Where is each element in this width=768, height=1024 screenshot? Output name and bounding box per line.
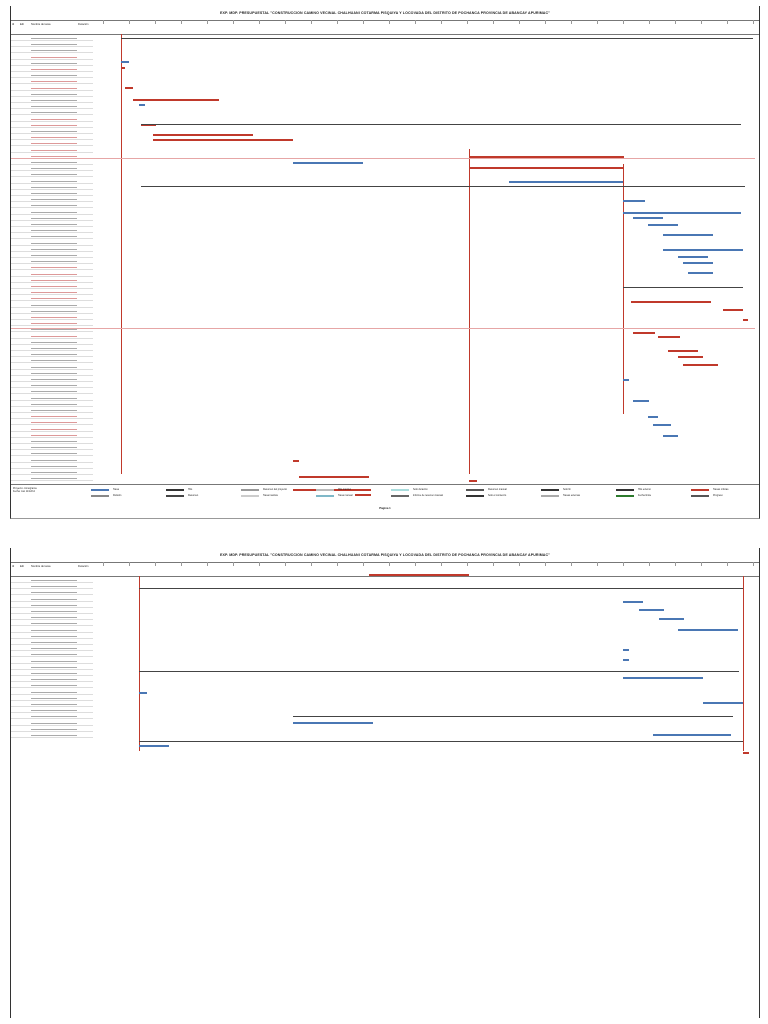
task-name-line <box>31 341 77 343</box>
col-edt-header: Edt <box>20 23 24 26</box>
task-bar <box>509 181 623 183</box>
task-name-line <box>31 37 77 39</box>
task-bar <box>639 609 664 611</box>
task-name-line <box>31 421 77 423</box>
task-name-line <box>31 328 77 330</box>
legend-swatch <box>616 489 634 491</box>
task-bar <box>469 480 477 482</box>
timescale-tick <box>311 20 312 24</box>
legend-swatch <box>241 489 259 491</box>
task-name-line <box>31 672 77 674</box>
task-bar <box>623 677 703 679</box>
task-name-line <box>31 198 77 200</box>
task-bar <box>121 67 125 69</box>
task-name-line <box>31 136 77 138</box>
row-highlight-line <box>11 328 755 329</box>
timescale-tick <box>727 562 728 566</box>
timescale-tick <box>207 562 208 566</box>
task-bar <box>683 364 718 366</box>
task-name-line <box>31 99 77 101</box>
timescale-tick <box>129 20 130 24</box>
legend-label: Informe de resumen manual <box>413 494 443 497</box>
task-bar <box>663 435 678 437</box>
legend-label: Resumen <box>188 494 199 497</box>
legend-label: Hito externo <box>638 488 651 491</box>
legend-swatch <box>166 489 184 491</box>
task-bar <box>293 460 299 462</box>
table-header <box>11 20 759 35</box>
timescale-tick <box>623 562 624 566</box>
task-bar <box>139 741 743 742</box>
timescale-tick <box>519 562 520 566</box>
legend-swatch <box>91 495 109 497</box>
task-name-line <box>31 697 77 699</box>
timescale-tick <box>545 20 546 24</box>
task-name-line <box>31 647 77 649</box>
task-name-line <box>31 428 77 430</box>
task-name-line <box>31 403 77 405</box>
task-bar <box>293 716 733 717</box>
task-bar <box>139 745 169 747</box>
legend-swatch <box>691 489 709 491</box>
task-name-line <box>31 111 77 113</box>
timescale-tick <box>363 562 364 566</box>
task-name-line <box>31 604 77 606</box>
timescale-tick <box>285 562 286 566</box>
task-name-line <box>31 142 77 144</box>
legend-label: Progreso <box>713 494 723 497</box>
task-name-line <box>31 180 77 182</box>
col-edt-header-2: Edt <box>20 565 24 568</box>
task-name-line <box>31 56 77 58</box>
task-bar <box>623 212 741 214</box>
task-bar <box>139 671 739 672</box>
task-name-line <box>31 248 77 250</box>
task-name-line <box>31 130 77 132</box>
timescale-tick <box>103 20 104 24</box>
task-name-line <box>31 316 77 318</box>
timescale-tick <box>155 562 156 566</box>
timescale-tick <box>337 562 338 566</box>
task-name-line <box>31 598 77 600</box>
legend-label: División <box>113 494 122 497</box>
task-name-line <box>31 409 77 411</box>
legend <box>11 484 759 503</box>
timescale-tick <box>233 562 234 566</box>
timescale-tick <box>675 562 676 566</box>
task-bar <box>653 734 731 736</box>
task-name-line <box>31 347 77 349</box>
task-name-line <box>31 105 77 107</box>
gantt-page-1 <box>10 6 760 519</box>
task-name-line <box>31 254 77 256</box>
task-bar <box>668 350 698 352</box>
legend-label: Fecha límite <box>638 494 652 497</box>
task-name-line <box>31 390 77 392</box>
task-name-line <box>31 353 77 355</box>
task-name-line <box>31 378 77 380</box>
task-name-line <box>31 260 77 262</box>
task-name-line <box>31 629 77 631</box>
timescale-tick <box>389 562 390 566</box>
timescale-tick <box>389 20 390 24</box>
task-bar <box>631 301 711 303</box>
task-bar <box>663 234 713 236</box>
timescale-tick <box>467 562 468 566</box>
task-name-line <box>31 465 77 467</box>
timescale-tick <box>259 20 260 24</box>
timescale-tick <box>155 20 156 24</box>
task-bar <box>723 309 743 311</box>
timescale-tick <box>233 20 234 24</box>
task-name-line <box>31 616 77 618</box>
row-highlight-line <box>11 158 755 159</box>
task-name-line <box>31 452 77 454</box>
col-duration-header-2: Duración <box>78 565 89 568</box>
col-name-header-2: Nombre de tarea <box>31 565 51 568</box>
task-name-line <box>31 217 77 219</box>
timescale-tick <box>649 20 650 24</box>
task-name-line <box>31 310 77 312</box>
task-name-line <box>31 728 77 730</box>
task-name-line <box>31 610 77 612</box>
legend-swatch <box>616 495 634 497</box>
task-bar <box>623 601 643 603</box>
task-name-line <box>31 440 77 442</box>
timescale-tick <box>493 562 494 566</box>
task-bar <box>623 287 743 288</box>
task-name-line <box>31 87 77 89</box>
task-bar <box>683 262 713 264</box>
col-id-header-2: Id <box>12 565 15 568</box>
task-name-line <box>31 477 77 479</box>
task-name-line <box>31 684 77 686</box>
task-name-line <box>31 192 77 194</box>
timescale-tick <box>441 562 442 566</box>
task-bar <box>623 649 629 651</box>
timescale-tick <box>597 562 598 566</box>
gantt-page-2 <box>10 548 760 1018</box>
task-bar <box>141 186 745 187</box>
timescale-tick <box>363 20 364 24</box>
legend-label: Solo duración <box>413 488 428 491</box>
page-title: EXP. MDP. PRESUPUESTAL "CONSTRUCCION CAMINO VECINAL CHALHUANI COTARMA PISQUIYA Y LOCOVADA DEL DISTRITO DE POCHANCA PROVINCIA DE ABANCAY APURIMAC" <box>220 11 550 15</box>
task-bar <box>648 416 658 418</box>
task-bar <box>125 87 133 89</box>
task-bar <box>139 692 147 694</box>
legend-label: Tareas externas <box>563 494 581 497</box>
task-name-line <box>31 335 77 337</box>
timescale-tick <box>571 20 572 24</box>
task-name-line <box>31 204 77 206</box>
task-name-line <box>31 279 77 281</box>
task-name-line <box>31 186 77 188</box>
gantt-chart-2 <box>103 576 755 756</box>
task-name-line <box>31 211 77 213</box>
task-name-line <box>31 291 77 293</box>
task-bar <box>369 574 469 576</box>
timescale-tick <box>285 20 286 24</box>
task-bar <box>121 61 129 63</box>
col-name-header: Nombre de tarea <box>31 23 51 26</box>
timescale-tick <box>571 562 572 566</box>
task-name-line <box>31 80 77 82</box>
timescale-tick <box>181 20 182 24</box>
timescale-tick <box>623 20 624 24</box>
timescale-tick <box>337 20 338 24</box>
timescale-tick <box>493 20 494 24</box>
legend-swatch <box>316 495 334 497</box>
legend-swatch <box>166 495 184 497</box>
legend-swatch <box>691 495 709 497</box>
critical-path-line <box>121 34 122 474</box>
task-name-line <box>31 118 77 120</box>
task-bar <box>293 722 373 724</box>
task-name-line <box>31 124 77 126</box>
table-row <box>11 731 93 738</box>
task-bar <box>623 200 645 202</box>
task-bar <box>623 659 629 661</box>
timescale-tick <box>545 562 546 566</box>
task-name-line <box>31 155 77 157</box>
timescale-tick <box>181 562 182 566</box>
task-name-line <box>31 167 77 169</box>
task-name-line <box>31 229 77 231</box>
task-name-line <box>31 415 77 417</box>
timescale-tick <box>727 20 728 24</box>
project-info: Proyecto: cronograma Fecha: mar 11/12/14 <box>13 487 37 493</box>
task-bar <box>743 752 749 754</box>
legend-label: Solo el comienzo <box>488 494 507 497</box>
timescale-tick <box>207 20 208 24</box>
task-name-line <box>31 691 77 693</box>
task-name-line <box>31 622 77 624</box>
task-bar <box>678 356 703 358</box>
legend-swatch <box>541 489 559 491</box>
table-row <box>11 474 93 481</box>
task-name-line <box>31 304 77 306</box>
task-name-line <box>31 149 77 151</box>
task-bar <box>299 476 369 478</box>
task-name-line <box>31 223 77 225</box>
task-bar <box>658 336 680 338</box>
task-name-line <box>31 660 77 662</box>
task-bar <box>139 104 145 106</box>
timescale-tick <box>311 562 312 566</box>
task-name-line <box>31 74 77 76</box>
critical-path-line <box>743 576 744 751</box>
legend-swatch <box>391 495 409 497</box>
task-bar <box>688 272 713 274</box>
task-bar <box>633 217 663 219</box>
timescale-tick <box>467 20 468 24</box>
task-name-line <box>31 591 77 593</box>
task-name-line <box>31 242 77 244</box>
legend-label: Resumen del proyecto <box>263 488 287 491</box>
task-name-line <box>31 722 77 724</box>
task-name-line <box>31 384 77 386</box>
legend-swatch <box>241 495 259 497</box>
task-name-line <box>31 734 77 736</box>
timescale-tick <box>519 20 520 24</box>
task-name-line <box>31 161 77 163</box>
task-bar <box>663 249 743 251</box>
legend-swatch <box>391 489 409 491</box>
task-name-line <box>31 49 77 51</box>
task-bar <box>141 124 741 125</box>
timescale-tick <box>415 562 416 566</box>
task-bar <box>648 224 678 226</box>
timescale-tick <box>103 562 104 566</box>
critical-path-line <box>469 149 470 474</box>
legend-label: Hito inactivo <box>338 488 352 491</box>
task-bar <box>133 99 219 101</box>
task-bar <box>653 424 671 426</box>
task-bar <box>139 588 743 589</box>
task-name-line <box>31 579 77 581</box>
task-name-line <box>31 434 77 436</box>
task-bar <box>293 162 363 164</box>
timescale-tick <box>649 562 650 566</box>
legend-swatch <box>316 489 334 491</box>
legend-swatch <box>466 489 484 491</box>
timescale-tick <box>753 562 754 566</box>
task-name-line <box>31 678 77 680</box>
task-name-line <box>31 471 77 473</box>
task-bar <box>121 38 753 39</box>
timescale-tick <box>701 562 702 566</box>
task-name-line <box>31 366 77 368</box>
page-footer: Página 1 <box>379 506 391 510</box>
legend-label: Tarea manual <box>338 494 353 497</box>
task-bar <box>678 629 738 631</box>
task-bar <box>633 332 655 334</box>
task-bar <box>153 134 253 136</box>
task-name-line <box>31 43 77 45</box>
legend-swatch <box>541 495 559 497</box>
legend-swatch <box>466 495 484 497</box>
task-name-line <box>31 285 77 287</box>
task-name-line <box>31 666 77 668</box>
legend-label: Tareas críticas <box>713 488 729 491</box>
page-title-2: EXP. MDP. PRESUPUESTAL "CONSTRUCCION CAMINO VECINAL CHALHUANI COTARMA PISQUIYA Y LOCOVADA DEL DISTRITO DE POCHANCA PROVINCIA DE ABANCAY APURIMAC" <box>220 553 550 557</box>
task-name-line <box>31 173 77 175</box>
task-name-line <box>31 641 77 643</box>
task-name-line <box>31 635 77 637</box>
task-name-line <box>31 653 77 655</box>
task-name-line <box>31 266 77 268</box>
task-name-line <box>31 703 77 705</box>
legend-label: Resumen manual <box>488 488 507 491</box>
task-bar <box>743 319 748 321</box>
task-name-line <box>31 297 77 299</box>
gantt-chart <box>103 34 755 482</box>
legend-label: Tarea <box>113 488 119 491</box>
task-name-line <box>31 235 77 237</box>
timescale-tick <box>441 20 442 24</box>
col-duration-header: Duración <box>78 23 89 26</box>
legend-swatch <box>91 489 109 491</box>
task-bar <box>623 379 629 381</box>
timescale-tick <box>415 20 416 24</box>
task-name-line <box>31 459 77 461</box>
col-id-header: Id <box>12 23 15 26</box>
task-bar <box>633 400 649 402</box>
legend-label: Solo fin <box>563 488 571 491</box>
task-bar <box>469 167 623 169</box>
task-name-line <box>31 372 77 374</box>
timescale-tick <box>675 20 676 24</box>
task-name-line <box>31 273 77 275</box>
task-name-line <box>31 68 77 70</box>
task-name-line <box>31 585 77 587</box>
legend-label: Hito <box>188 488 193 491</box>
task-name-line <box>31 709 77 711</box>
legend-label: Tarea inactiva <box>263 494 278 497</box>
task-bar <box>153 139 293 141</box>
timescale-tick <box>597 20 598 24</box>
task-name-line <box>31 62 77 64</box>
task-name-line <box>31 446 77 448</box>
timescale-tick <box>701 20 702 24</box>
task-name-line <box>31 397 77 399</box>
task-name-line <box>31 322 77 324</box>
task-bar <box>678 256 708 258</box>
timescale-tick <box>753 20 754 24</box>
task-name-line <box>31 93 77 95</box>
task-name-line <box>31 715 77 717</box>
task-bar <box>703 702 743 704</box>
task-name-line <box>31 359 77 361</box>
critical-path-line <box>139 576 140 751</box>
timescale-tick <box>259 562 260 566</box>
task-bar <box>659 618 684 620</box>
timescale-tick <box>129 562 130 566</box>
